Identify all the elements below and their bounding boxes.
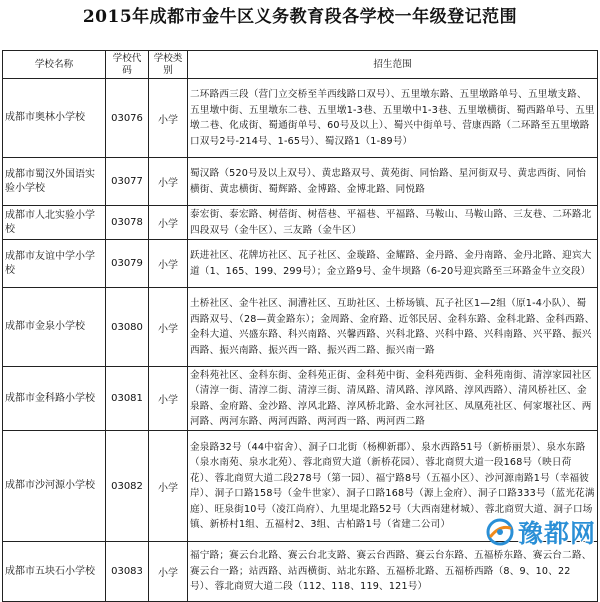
enrollment-scope-cell: 跃进社区、花牌坊社区、瓦子社区、金璇路、金耀路、金丹路、金丹南路、金丹北路、迎宾大道（1、165、199、299号）；金立路9号、金牛坝路（6-20号迎宾路至三环路金牛立交段）: [188, 240, 598, 288]
header-enrollment-scope: 招生范围: [188, 51, 598, 79]
school-name-cell: 成都市蜀汉外国语实验小学校: [3, 158, 106, 206]
school-code-cell: 03081: [106, 367, 149, 431]
enrollment-scope-cell: 泰宏街、泰宏路、树蓓街、树蓓巷、平福巷、平福路、马鞍山、马鞍山路、三友巷、二环路北四段双号（金牛区）、三友路（金牛区）: [188, 206, 598, 240]
school-type-cell: 小学: [149, 542, 188, 602]
globe-logo-icon: [485, 517, 515, 547]
school-code-cell: 03083: [106, 542, 149, 602]
enrollment-scope-cell: 蜀汉路（520号及以上双号）、黄忠路双号、黄苑街、同怡路、星河街双号、黄忠西街、同怡横街、黄忠横街、蜀辉路、金博路、金博北路、同悦路: [188, 158, 598, 206]
school-type-cell: 小学: [149, 79, 188, 158]
school-code-cell: 03082: [106, 431, 149, 542]
school-code-cell: 03078: [106, 206, 149, 240]
school-name-cell: 成都市五块石小学校: [3, 542, 106, 602]
header-school-code: 学校代码: [106, 51, 149, 79]
enrollment-scope-cell: 二环路西三段（营门立交桥至羊西线路口双号）、五里墩东路、五里墩路单号、五里墩支路、五里墩中街、五里墩东二巷、五里墩1-3巷、五里墩中1-3巷、五里墩横街、蜀西路单号、五里墩二巷、化成街、蜀通街单号、60号及以上）、蜀兴中街单号、营康西路（二环路至五里墩路口双号2号-214号、1-65号）、蜀汉路1（1-89号）: [188, 79, 598, 158]
table-row: [3, 79, 598, 158]
school-name-cell: 成都市金泉小学校: [3, 288, 106, 367]
school-type-cell: 小学: [149, 240, 188, 288]
school-code-cell: 03076: [106, 79, 149, 158]
school-name-cell: 成都市友谊中学小学校: [3, 240, 106, 288]
enrollment-scope-cell: 金科苑社区、金科东街、金科苑正街、金科苑中街、金科苑西街、金科苑南街、清淳家园社区（清淳一街、清淳二街、清淳三街、清凤路、清风路、淳风路、淳风西路）、清风桥社区、金泉路、金府路、金沙路、淳风北路、淳风桥北路、金水河社区、凤凰苑社区、何家堰社区、两河路、两河东路、两河西路、两河西一路、两河西二路: [188, 367, 598, 431]
school-name-cell: 成都市奥林小学校: [3, 79, 106, 158]
table-row: [3, 240, 598, 288]
table-header-row: [3, 51, 598, 79]
school-type-cell: 小学: [149, 158, 188, 206]
enrollment-scope-cell: 土桥社区、金牛社区、洞漕社区、互助社区、土桥场镇、瓦子社区1—2组（原1-4小队）、蜀西路双号、（28—黄金路东）；金周路、金府路、近邻民居、金科东路、金科北路、金科西路、金科大道、兴盛东路、科兴南路、兴馨西路、兴科北路、兴科中路、兴科南路、兴平路、振兴西路、振兴南路、振兴西一路、振兴西二路、振兴南一路: [188, 288, 598, 367]
table-row: [3, 158, 598, 206]
table-row: [3, 288, 598, 367]
school-type-cell: 小学: [149, 431, 188, 542]
table-row: [3, 367, 598, 431]
school-code-cell: 03077: [106, 158, 149, 206]
school-type-cell: 小学: [149, 206, 188, 240]
school-code-cell: 03079: [106, 240, 149, 288]
school-name-cell: 成都市人北实验小学校: [3, 206, 106, 240]
school-type-cell: 小学: [149, 367, 188, 431]
watermark-text: 豫都网: [517, 519, 596, 548]
school-type-cell: 小学: [149, 288, 188, 367]
enrollment-scope-cell: 福宁路；赛云台北路、赛云台北支路、赛云台西路、赛云台东路、五福桥东路、赛云台二路、赛云台一路；站西路、站西横街、站北东路、五福桥北路、五福桥西路（8、9、10、22号）、蓉北商贸大道二段（112、118、119、121号）: [188, 542, 598, 602]
school-code-cell: 03080: [106, 288, 149, 367]
site-watermark: [478, 511, 596, 553]
table-row: [3, 206, 598, 240]
enrollment-scope-cell: 金泉路32号（44中宿舍）、洞子口北街（杨柳新郡）、泉水西路51号（新桥丽景）、泉水东路（泉水南苑、泉水北苑）、蓉北商贸大道（新桥花园）、蓉北商贸大道一段168号（映日荷花）、蓉北商贸大道二段278号（第一园）、福宁路8号（五福小区）、沙河源南路1号（幸福彼岸）、洞子口路158号（金牛世家）、洞子口路168号（源上金府）、洞子口路333号（蓝光花满庭）、旺泉街10号（凌江尚府）、九里堤北路52号（大西南建材城）、蓉北商贸大道、洞子口场镇、新桥村1组、五福村2、3组、古柏路1号（省建二公司）: [188, 431, 598, 542]
school-name-cell: 成都市金科路小学校: [3, 367, 106, 431]
header-school-name: 学校名称: [3, 51, 106, 79]
school-name-cell: 成都市沙河源小学校: [3, 431, 106, 542]
page-title: 2015年成都市金牛区义务教育段各学校一年级登记范围: [82, 7, 518, 27]
header-school-type: 学校类别: [149, 51, 188, 79]
